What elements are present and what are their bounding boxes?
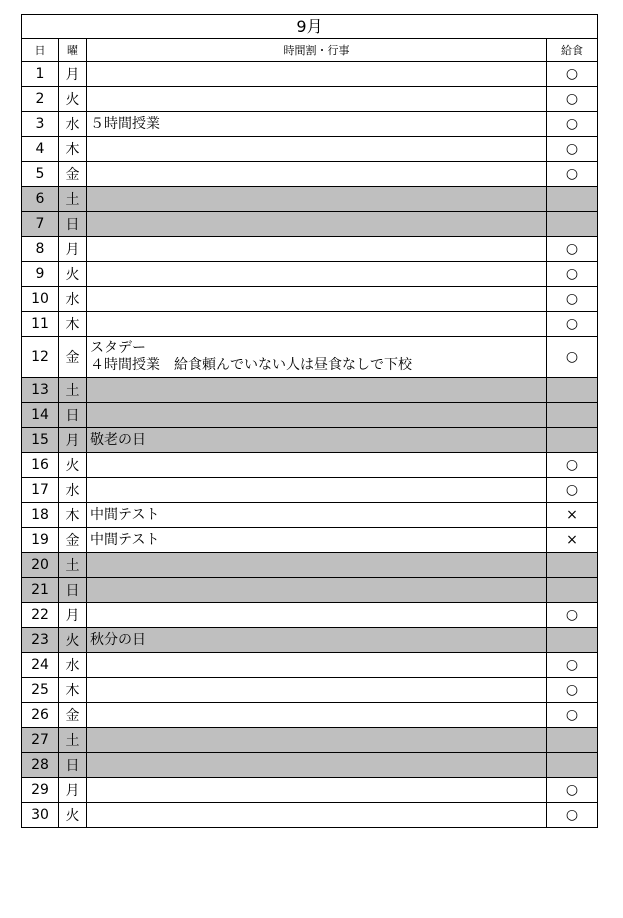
event-cell [87,187,547,212]
day-cell: 10 [22,287,59,312]
title-row [22,15,598,39]
day-cell: 11 [22,312,59,337]
weekday-cell: 水 [59,653,87,678]
weekday-cell: 火 [59,262,87,287]
event-cell [87,678,547,703]
day-cell: 21 [22,578,59,603]
lunch-mark-cell: ○ [547,778,598,803]
lunch-mark-cell [547,187,598,212]
table-row [22,162,598,187]
header-row [22,39,598,62]
event-cell [87,803,547,828]
day-cell: 12 [22,337,59,378]
weekday-cell: 土 [59,378,87,403]
day-cell: 17 [22,478,59,503]
weekday-cell: 日 [59,578,87,603]
day-cell: 8 [22,237,59,262]
day-cell: 16 [22,453,59,478]
weekday-cell: 金 [59,703,87,728]
weekday-cell: 水 [59,112,87,137]
table-row [22,753,598,778]
weekday-cell: 日 [59,403,87,428]
table-row [22,803,598,828]
event-cell [87,378,547,403]
lunch-mark-cell: ○ [547,453,598,478]
month-title: 9月 [22,15,598,39]
event-cell [87,478,547,503]
lunch-mark-cell: × [547,528,598,553]
weekday-cell: 火 [59,453,87,478]
event-cell [87,162,547,187]
event-cell [87,62,547,87]
september-schedule-table [21,14,598,828]
event-cell [87,553,547,578]
header-day: 日 [22,39,59,62]
lunch-mark-cell [547,578,598,603]
table-row [22,778,598,803]
weekday-cell: 火 [59,803,87,828]
table-row [22,728,598,753]
lunch-mark-cell: ○ [547,653,598,678]
day-cell: 4 [22,137,59,162]
event-cell [87,753,547,778]
day-cell: 26 [22,703,59,728]
day-cell: 7 [22,212,59,237]
lunch-mark-cell: ○ [547,112,598,137]
weekday-cell: 火 [59,628,87,653]
day-cell: 27 [22,728,59,753]
header-lunch: 給食 [547,39,598,62]
event-line-2: ４時間授業 給食頼んでいない人は昼食なしで下校 [90,357,412,373]
lunch-mark-cell [547,403,598,428]
event-line-1: スタデー [90,340,146,356]
table-body [22,15,598,828]
weekday-cell: 木 [59,312,87,337]
weekday-cell: 水 [59,287,87,312]
weekday-cell: 月 [59,603,87,628]
lunch-mark-cell: ○ [547,62,598,87]
weekday-cell: 金 [59,337,87,378]
event-cell [87,262,547,287]
day-cell: 1 [22,62,59,87]
table-row [22,703,598,728]
day-cell: 15 [22,428,59,453]
day-cell: 22 [22,603,59,628]
event-cell [87,653,547,678]
weekday-cell: 火 [59,87,87,112]
lunch-mark-cell [547,428,598,453]
table-row [22,528,598,553]
lunch-mark-cell: ○ [547,312,598,337]
table-row [22,578,598,603]
lunch-mark-cell: ○ [547,603,598,628]
lunch-mark-cell: ○ [547,237,598,262]
table-row [22,337,598,378]
table-row [22,212,598,237]
weekday-cell: 日 [59,212,87,237]
day-cell: 29 [22,778,59,803]
weekday-cell: 木 [59,678,87,703]
weekday-cell: 土 [59,553,87,578]
weekday-cell: 木 [59,503,87,528]
event-cell [87,137,547,162]
event-cell [87,578,547,603]
event-cell: 敬老の日 [87,428,547,453]
event-cell [87,403,547,428]
event-cell [87,337,547,378]
lunch-mark-cell: ○ [547,262,598,287]
table-row [22,378,598,403]
event-cell [87,453,547,478]
lunch-mark-cell: ○ [547,287,598,312]
day-cell: 6 [22,187,59,212]
table-row [22,453,598,478]
table-row [22,653,598,678]
weekday-cell: 月 [59,428,87,453]
weekday-cell: 金 [59,528,87,553]
table-row [22,478,598,503]
table-row [22,503,598,528]
lunch-mark-cell [547,212,598,237]
table-row [22,553,598,578]
table-row [22,62,598,87]
day-cell: 5 [22,162,59,187]
day-cell: 14 [22,403,59,428]
event-cell [87,287,547,312]
table-row [22,137,598,162]
lunch-mark-cell: ○ [547,803,598,828]
table-row [22,187,598,212]
event-cell [87,237,547,262]
header-schedule: 時間割・行事 [87,39,547,62]
event-cell [87,603,547,628]
lunch-mark-cell: ○ [547,337,598,378]
lunch-mark-cell: ○ [547,478,598,503]
day-cell: 28 [22,753,59,778]
day-cell: 3 [22,112,59,137]
event-cell [87,703,547,728]
lunch-mark-cell: ○ [547,87,598,112]
day-cell: 24 [22,653,59,678]
table-row [22,428,598,453]
event-cell: ５時間授業 [87,112,547,137]
weekday-cell: 金 [59,162,87,187]
event-cell: 秋分の日 [87,628,547,653]
weekday-cell: 木 [59,137,87,162]
table-row [22,312,598,337]
event-cell [87,778,547,803]
weekday-cell: 土 [59,728,87,753]
day-cell: 25 [22,678,59,703]
weekday-cell: 水 [59,478,87,503]
weekday-cell: 月 [59,62,87,87]
table-row [22,678,598,703]
table-row [22,403,598,428]
table-row [22,287,598,312]
lunch-mark-cell: ○ [547,703,598,728]
day-cell: 13 [22,378,59,403]
day-cell: 18 [22,503,59,528]
table-row [22,603,598,628]
day-cell: 19 [22,528,59,553]
event-cell [87,728,547,753]
event-cell [87,87,547,112]
table-row [22,628,598,653]
event-cell [87,312,547,337]
day-cell: 23 [22,628,59,653]
event-cell: 中間テスト [87,503,547,528]
lunch-mark-cell [547,628,598,653]
event-cell [87,212,547,237]
lunch-mark-cell [547,728,598,753]
lunch-mark-cell: ○ [547,678,598,703]
day-cell: 9 [22,262,59,287]
day-cell: 20 [22,553,59,578]
weekday-cell: 土 [59,187,87,212]
weekday-cell: 月 [59,237,87,262]
lunch-mark-cell: ○ [547,137,598,162]
weekday-cell: 月 [59,778,87,803]
table-row [22,237,598,262]
day-cell: 30 [22,803,59,828]
weekday-cell: 日 [59,753,87,778]
header-weekday: 曜 [59,39,87,62]
lunch-mark-cell: × [547,503,598,528]
event-cell: 中間テスト [87,528,547,553]
lunch-mark-cell: ○ [547,162,598,187]
lunch-mark-cell [547,378,598,403]
table-row [22,262,598,287]
day-cell: 2 [22,87,59,112]
lunch-mark-cell [547,753,598,778]
table-row [22,87,598,112]
lunch-mark-cell [547,553,598,578]
table-row [22,112,598,137]
